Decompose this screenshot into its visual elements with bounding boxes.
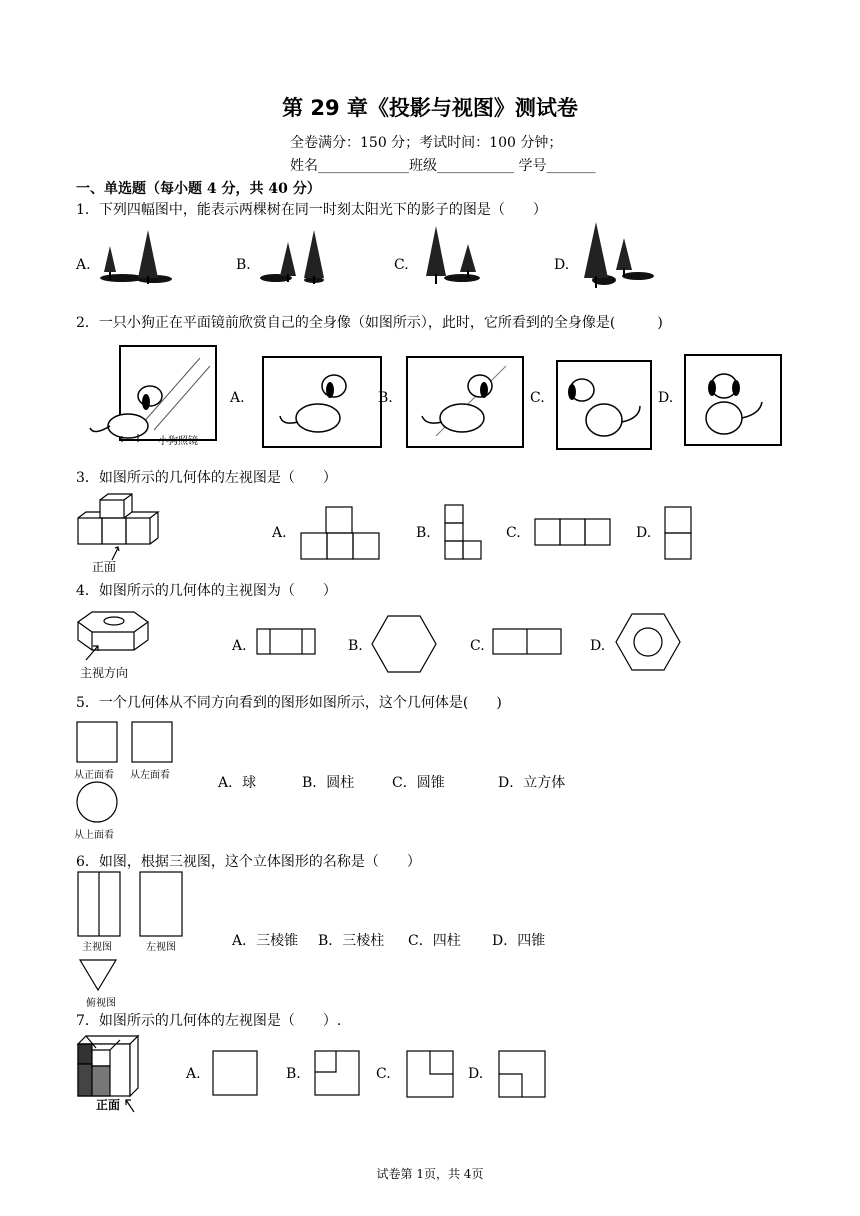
q6-top-view-label: 俯视图 bbox=[86, 998, 116, 1009]
question-2-stem: 2．一只小狗正在平面镜前欣赏自己的全身像（如图所示），此时，它所看到的全身像是( ) bbox=[76, 315, 663, 331]
q1-option-a-label: A. bbox=[76, 257, 91, 273]
q3-option-c-view bbox=[534, 518, 614, 546]
q4-option-b-view bbox=[370, 614, 440, 674]
q4-option-d-view bbox=[614, 612, 684, 674]
q4-option-d-label: D. bbox=[590, 638, 606, 654]
q1-option-d-trees-figure bbox=[574, 220, 662, 292]
q1-option-c-label: C. bbox=[394, 257, 409, 273]
q4-option-c-view bbox=[492, 628, 564, 656]
q3-figure-caption: 正面 bbox=[92, 560, 117, 574]
q2-option-a-label: A. bbox=[230, 390, 245, 406]
page-title: 第 29 章《投影与视图》测试卷 bbox=[282, 96, 578, 120]
q3-option-c-label: C. bbox=[506, 525, 521, 541]
q5-option-d: D．立方体 bbox=[498, 775, 566, 791]
question-4-stem: 4．如图所示的几何体的主视图为（ ） bbox=[76, 583, 337, 599]
q2-option-c-label: C. bbox=[530, 390, 545, 406]
q5-option-c: C．圆锥 bbox=[392, 775, 445, 791]
q1-option-c-trees-figure bbox=[414, 222, 494, 288]
q7-option-a-label: A. bbox=[186, 1066, 201, 1082]
question-3-stem: 3．如图所示的几何体的左视图是（ ） bbox=[76, 470, 337, 486]
q2-option-b-dog-image bbox=[406, 356, 524, 448]
question-5-stem: 5．一个几何体从不同方向看到的图形如图所示，这个几何体是( ) bbox=[76, 695, 502, 711]
q2-option-d-label: D. bbox=[658, 390, 674, 406]
q5-option-b: B．圆柱 bbox=[302, 775, 355, 791]
q2-option-c-dog-image bbox=[556, 360, 652, 450]
q5-option-a: A．球 bbox=[218, 775, 257, 791]
q3-option-a-view bbox=[300, 506, 380, 560]
q7-option-c-view bbox=[406, 1050, 456, 1100]
q7-option-b-view bbox=[314, 1050, 362, 1098]
q3-option-a-label: A. bbox=[272, 525, 287, 541]
q6-option-d: D．四锥 bbox=[492, 933, 546, 949]
question-6-stem: 6．如图，根据三视图，这个立体图形的名称是（ ） bbox=[76, 854, 421, 870]
q3-option-b-view bbox=[444, 504, 484, 562]
q4-option-b-label: B. bbox=[348, 638, 363, 654]
q3-option-d-label: D. bbox=[636, 525, 652, 541]
q6-option-a: A．三棱锥 bbox=[232, 933, 299, 949]
q6-three-views-figure bbox=[76, 870, 188, 994]
q4-hex-nut-figure bbox=[76, 606, 152, 662]
student-info-fields: 姓名_____________班级___________ 学号_______ bbox=[290, 158, 596, 174]
q7-option-a-view bbox=[212, 1050, 260, 1098]
q4-figure-caption: 主视方向 bbox=[80, 666, 129, 680]
question-7-stem: 7．如图所示的几何体的左视图是（ ）. bbox=[76, 1013, 342, 1029]
q2-option-d-dog-image bbox=[684, 354, 782, 446]
q1-option-d-label: D. bbox=[554, 257, 570, 273]
q2-figure-caption: 小狗照镜 bbox=[158, 436, 198, 447]
q5-top-view-label: 从上面看 bbox=[74, 830, 114, 841]
q6-option-c: C．四柱 bbox=[408, 933, 461, 949]
q3-option-b-label: B. bbox=[416, 525, 431, 541]
q4-option-a-label: A. bbox=[232, 638, 247, 654]
q1-option-a-trees-figure bbox=[96, 226, 176, 286]
q7-option-b-label: B. bbox=[286, 1066, 301, 1082]
q6-option-b: B．三棱柱 bbox=[318, 933, 385, 949]
q5-front-view-label: 从正面看 bbox=[74, 770, 114, 781]
q2-option-b-label: B. bbox=[378, 390, 393, 406]
q7-figure-caption: 正面 bbox=[96, 1098, 121, 1112]
q2-dog-mirror-figure bbox=[82, 344, 222, 454]
question-1-stem: 1．下列四幅图中，能表示两棵树在同一时刻太阳光下的影子的图是（ ） bbox=[76, 202, 547, 218]
q4-option-c-label: C. bbox=[470, 638, 485, 654]
q3-option-d-view bbox=[664, 506, 694, 560]
exam-info: 全卷满分：150 分；考试时间：100 分钟； bbox=[290, 135, 563, 151]
section-heading: 一、单选题（每小题 4 分，共 40 分） bbox=[76, 181, 321, 197]
q5-left-view-label: 从左面看 bbox=[130, 770, 170, 781]
q1-option-b-trees-figure bbox=[258, 226, 338, 286]
q4-option-a-view bbox=[256, 628, 318, 656]
q1-option-b-label: B. bbox=[236, 257, 251, 273]
q7-option-d-label: D. bbox=[468, 1066, 484, 1082]
q7-option-d-view bbox=[498, 1050, 548, 1100]
q6-front-view-label: 主视图 bbox=[82, 942, 112, 953]
page-footer: 试卷第 1页，共 4页 bbox=[376, 1167, 484, 1181]
q6-left-view-label: 左视图 bbox=[146, 942, 176, 953]
q2-option-a-dog-image bbox=[262, 356, 382, 448]
q7-option-c-label: C. bbox=[376, 1066, 391, 1082]
q3-solid-figure bbox=[78, 494, 160, 574]
